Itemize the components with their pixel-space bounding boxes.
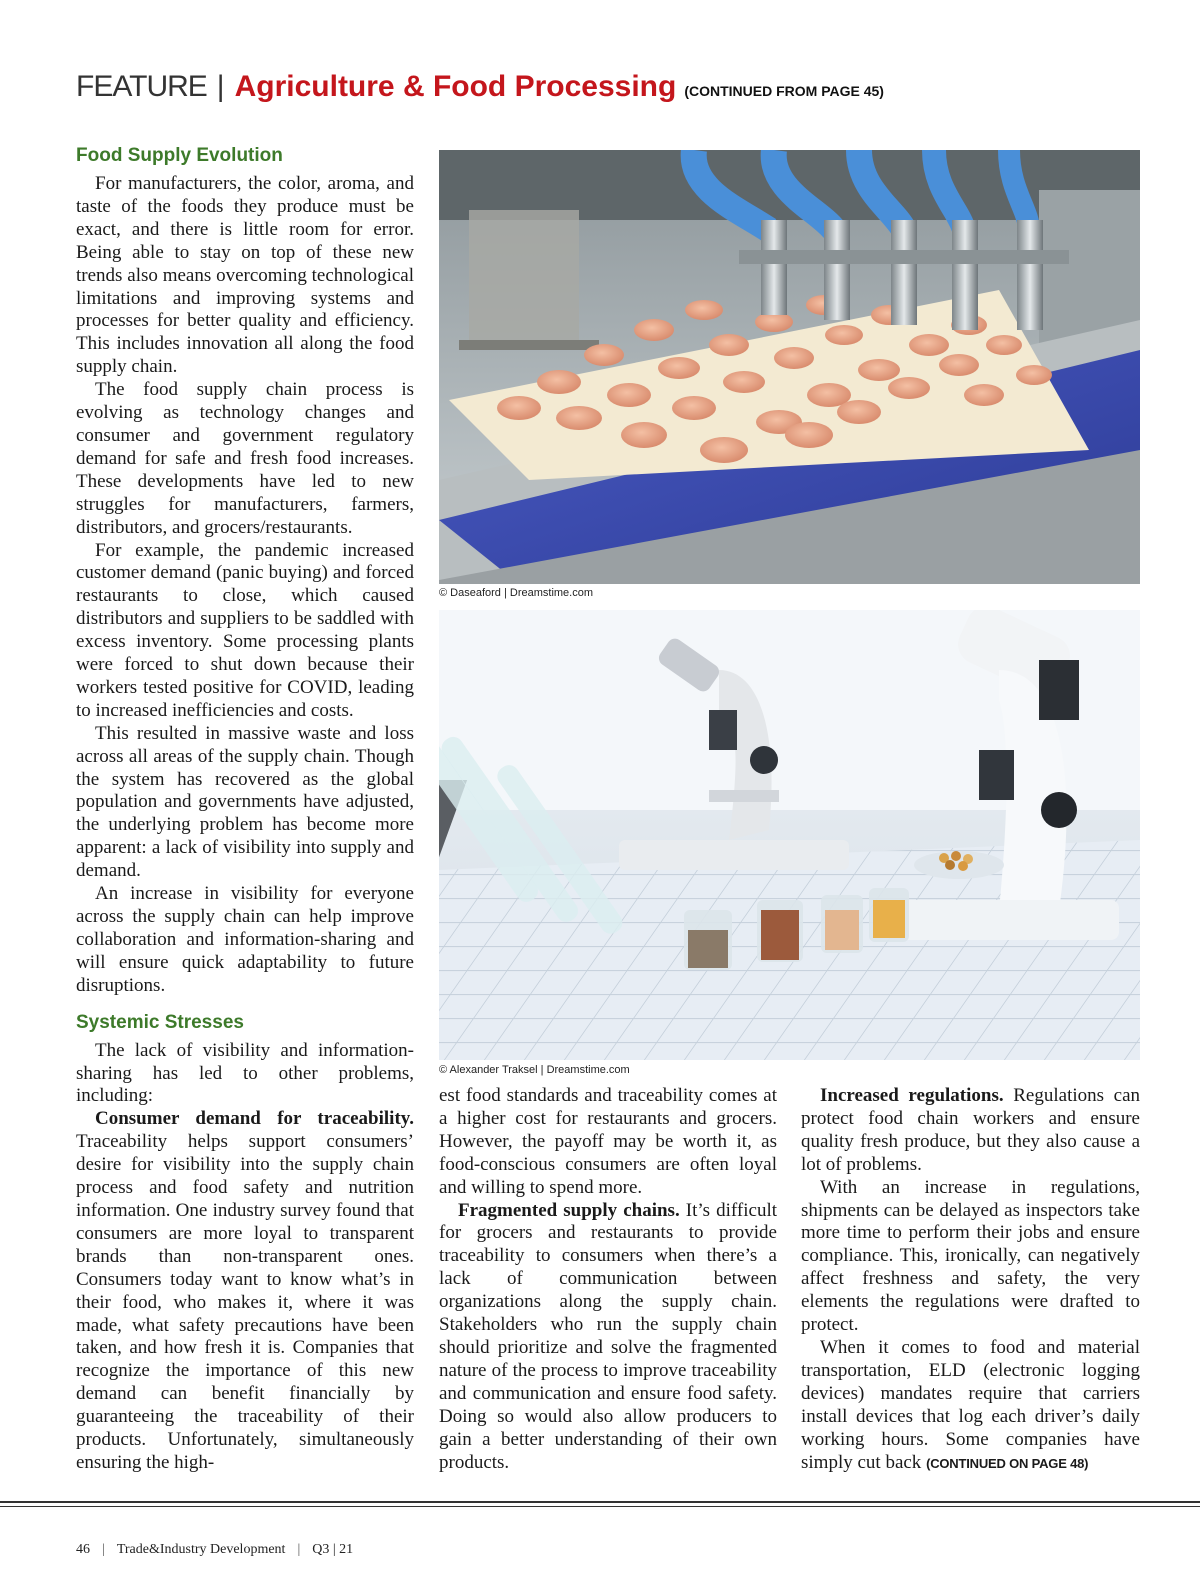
publication-name: Trade&Industry Development xyxy=(116,1542,286,1557)
paragraph xyxy=(801,1337,1140,1475)
paragraph xyxy=(439,1200,777,1475)
paragraph: This resulted in massive waste and loss across all areas of the supply chain. Though the system has recovered as the global population and governments have adjusted, the underlying problem has become more apparent: a lack of visibility into supply and demand. xyxy=(76,722,414,882)
paragraph: An increase in visibility for everyone across the supply chain can help improve collaboration and information-sharing and will ensure quick adaptability to future disruptions. xyxy=(76,883,414,996)
section-label: FEATURE xyxy=(76,70,207,103)
continued-from: (CONTINUED FROM PAGE 45) xyxy=(684,83,884,99)
paragraph: For example, the pandemic increased customer demand (panic buying) and forced restaurants to close, which caused distributors and suppliers to be saddled with excess inventory. Some processing plants were forced to shut down because their workers tested positive for COVID, leading to increased inefficiencies and costs. xyxy=(76,539,414,721)
footer-separator: | xyxy=(297,1542,301,1557)
lead-in: Fragmented supply chains. xyxy=(458,1199,680,1221)
feature-title: Agriculture & Food Processing xyxy=(234,70,677,103)
column-middle xyxy=(439,1085,777,1474)
paragraph-body: When it comes to food and material transportation, ELD (electronic logging devices) mandates require that carriers install devices that log each driver’s daily working hours. Some companies have simply cut back xyxy=(801,1336,1140,1473)
paragraph-body: Traceability helps support consumers’ desire for visibility into the supply chain process and food safety and nutrition information. One industry survey found that consumers are more loyal to transparent brands than non-transparent ones. Consumers today want to know what’s in their food, who makes it, where it was made, what safety precautions have been taken, and how fresh it is. Companies that recognize the importance of this new demand can benefit financially by guaranteeing the traceability of their products. Unfortunately, simultaneously ensuring the high- xyxy=(76,1131,414,1473)
photo-food-depositor xyxy=(439,150,1140,584)
lead-in: Consumer demand for traceability. xyxy=(95,1108,414,1130)
lead-in: Increased regulations. xyxy=(820,1085,1004,1106)
paragraph: For manufacturers, the color, aroma, and taste of the foods they produce must be exact, and there is little room for error. Being able to stay on top of these new trends also means overcoming technological limitations and improving systems and processes for better quality and efficiency. This includes innovation all along the food supply chain. xyxy=(76,173,414,378)
page-footer xyxy=(76,1542,353,1558)
heading-systemic-stresses: Systemic Stresses xyxy=(76,1011,244,1033)
footer-separator: | xyxy=(102,1542,105,1557)
paragraph xyxy=(76,1108,414,1475)
paragraph-body: It’s difficult for grocers and restaurants to provide traceability to consumers when there’s a lack of communication between organizations along the supply chain. Stakeholders who run the supply chain should prioritize and solve the fragmented nature of the process to improve traceability and communication and ensure food safety. Doing so would also allow producers to gain a better understanding of their own products. xyxy=(439,1199,778,1473)
lab-illustration xyxy=(439,610,1140,1060)
photo-credit-bottom: © Alexander Traksel | Dreamstime.com xyxy=(439,1064,630,1076)
photo-lab-microscopes xyxy=(439,610,1140,1060)
food-depositor-illustration xyxy=(439,150,1140,584)
paragraph xyxy=(801,1085,1140,1177)
paragraph: The lack of visibility and information-sharing has led to other problems, including: xyxy=(76,1039,414,1107)
paragraph: The food supply chain process is evolving as technology changes and consumer and government regulatory demand for safe and fresh food increases. These developments have led to new struggles for manufacturers, farmers, distributors, and grocers/restaurants. xyxy=(76,379,414,538)
column-right xyxy=(801,1085,1140,1475)
column-left xyxy=(76,145,414,1475)
footer-rule xyxy=(0,1501,1200,1503)
paragraph: est food standards and traceability comes at a higher cost for restaurants and grocers. However, the payoff may be worth it, as food-conscious consumers are often loyal and willing to spend more. xyxy=(439,1085,777,1198)
footer-rule-thin xyxy=(0,1506,1200,1507)
header-separator: | xyxy=(216,70,225,103)
paragraph: With an increase in regulations, shipments can be delayed as inspectors take more time to perform their jobs and ensure compliance. This, ironically, can negatively affect freshness and safety, the very elements the regulations were drafted to protect. xyxy=(801,1176,1140,1336)
paragraph-body: Regulations can protect food chain workers and ensure quality fresh produce, but they also cause a lot of problems. xyxy=(801,1085,1141,1175)
issue-label: Q3 | 21 xyxy=(312,1542,354,1557)
page-number: 46 xyxy=(76,1542,90,1557)
heading-food-supply-evolution: Food Supply Evolution xyxy=(76,145,283,166)
page-header xyxy=(76,70,884,104)
photo-credit-top: © Daseaford | Dreamstime.com xyxy=(439,587,594,599)
continued-on: (CONTINUED ON PAGE 48) xyxy=(926,1455,1089,1471)
